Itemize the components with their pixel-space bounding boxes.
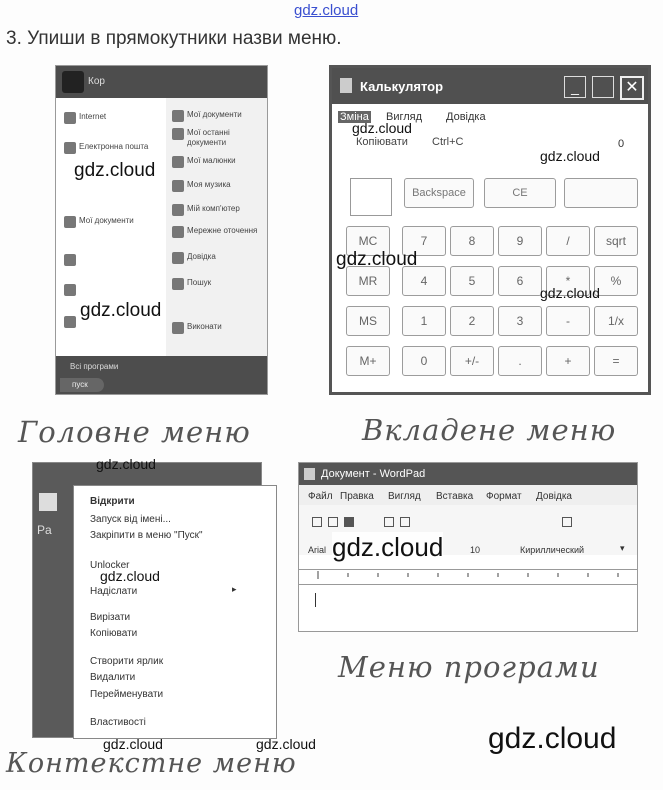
start-right-item[interactable] <box>172 252 264 264</box>
watermark: gdz.cloud <box>336 249 418 270</box>
start-item-label: Мої документи <box>79 216 134 225</box>
wp-menu-view[interactable]: Вигляд <box>388 491 421 502</box>
font-select[interactable]: Arial <box>308 545 327 555</box>
watermark: gdz.cloud <box>488 722 617 755</box>
wp-menu-file[interactable]: Файл <box>308 491 333 502</box>
watermark: gdz.cloud <box>332 532 444 562</box>
ctx-item[interactable]: Надіслати <box>90 586 138 597</box>
start-right-item[interactable] <box>172 180 264 192</box>
key-minus[interactable]: - <box>546 306 590 336</box>
help-icon <box>172 252 184 264</box>
start-item-program-2[interactable] <box>64 284 76 296</box>
wordpad-title: Документ - WordPad <box>321 468 426 480</box>
start-right-item[interactable] <box>172 110 264 122</box>
desktop-label: Pa <box>37 523 52 537</box>
ruler-ticks <box>298 568 638 582</box>
key-multiply[interactable]: * <box>546 266 590 296</box>
key-plus-minus[interactable]: +/- <box>450 346 494 376</box>
pictures-icon <box>172 156 184 168</box>
key-9[interactable]: 9 <box>498 226 542 256</box>
mail-icon <box>64 142 76 154</box>
calc-menu-help[interactable]: Довідка <box>446 111 486 123</box>
watermark: gdz.cloud <box>540 148 600 164</box>
start-right-item[interactable] <box>172 204 264 216</box>
start-item-label: Пошук <box>187 278 212 287</box>
network-icon <box>172 226 184 238</box>
key-8[interactable]: 8 <box>450 226 494 256</box>
calc-copy-shortcut: Ctrl+C <box>432 136 464 148</box>
music-icon <box>172 180 184 192</box>
close-button[interactable]: ✕ <box>620 76 644 100</box>
wp-menu-edit[interactable]: Правка <box>340 491 374 502</box>
start-item-label: Виконати <box>187 322 222 331</box>
start-right-item[interactable] <box>172 278 264 290</box>
ctx-item[interactable]: Відкрити <box>90 496 135 507</box>
ctx-item[interactable]: Закріпити в меню "Пуск" <box>90 530 203 541</box>
submenu-arrow-icon: ▸ <box>232 584 237 594</box>
calc-copy-item[interactable]: Копіювати <box>356 136 408 148</box>
key-reciprocal[interactable]: 1/x <box>594 306 638 336</box>
answer-calculator: Вкладене меню <box>362 413 617 447</box>
answer-wordpad: Меню програми <box>338 650 600 684</box>
calc-display: 0 <box>618 138 625 150</box>
watermark: gdz.cloud <box>103 736 163 752</box>
watermark: gdz.cloud <box>256 736 316 752</box>
ctx-item[interactable]: Створити ярлик <box>90 656 164 667</box>
c-button[interactable] <box>564 178 638 208</box>
start-item-email[interactable] <box>64 142 154 154</box>
text-cursor <box>315 593 316 607</box>
calc-memory-indicator <box>350 178 392 216</box>
print-icon[interactable] <box>384 517 394 527</box>
search-icon <box>172 278 184 290</box>
user-name: Кор <box>88 76 105 87</box>
ctx-item[interactable]: Перейменувати <box>90 689 164 700</box>
ctx-item[interactable]: Властивості <box>90 717 146 728</box>
mc-button[interactable]: MC <box>346 226 390 256</box>
key-1[interactable]: 1 <box>402 306 446 336</box>
start-item-label: Мій комп'ютер <box>187 204 240 213</box>
font-size-select[interactable]: 10 <box>470 545 481 555</box>
key-0[interactable]: 0 <box>402 346 446 376</box>
start-item-label: Internet <box>79 112 107 121</box>
watermark: gdz.cloud <box>100 568 160 584</box>
watermark: gdz.cloud <box>352 120 412 136</box>
calculator-title: Калькулятор <box>360 79 444 94</box>
ctx-item[interactable]: Вирізати <box>90 612 131 623</box>
answer-context-menu: Контекстне меню <box>6 748 297 779</box>
answer-start-menu: Головне меню <box>18 415 251 449</box>
wp-menu-insert[interactable]: Вставка <box>436 491 474 502</box>
user-avatar <box>62 71 84 93</box>
program-icon <box>64 284 76 296</box>
ctx-item[interactable]: Unlocker <box>90 560 130 571</box>
start-right-item[interactable] <box>172 128 264 148</box>
new-doc-icon[interactable] <box>312 517 322 527</box>
start-item-internet[interactable] <box>64 112 106 124</box>
script-select[interactable]: Кириллический <box>520 545 585 555</box>
start-menu-screenshot <box>55 65 268 395</box>
key-2[interactable]: 2 <box>450 306 494 336</box>
watermark: gdz.cloud <box>80 300 162 321</box>
mr-button[interactable]: MR <box>346 266 390 296</box>
start-right-item[interactable] <box>172 322 264 334</box>
start-item-documents[interactable] <box>64 216 154 228</box>
calc-menu-view[interactable]: Вигляд <box>386 111 423 123</box>
start-item-label: Довідка <box>187 252 216 261</box>
key-3[interactable]: 3 <box>498 306 542 336</box>
ce-button[interactable]: CE <box>484 178 556 208</box>
start-button[interactable]: пуск <box>60 378 104 392</box>
key-4[interactable]: 4 <box>402 266 446 296</box>
start-item-program-3[interactable] <box>64 316 76 328</box>
save-icon[interactable] <box>344 517 354 527</box>
start-item-label: Мої малюнки <box>187 156 236 165</box>
all-programs-label[interactable]: Всі програми <box>70 362 119 371</box>
key-decimal[interactable]: . <box>498 346 542 376</box>
start-item-label: Моя музика <box>187 180 231 189</box>
word-icon <box>64 216 76 228</box>
internet-icon <box>64 112 76 124</box>
open-folder-icon[interactable] <box>328 517 338 527</box>
start-item-label: Мої документи <box>187 110 242 119</box>
task-heading: 3. Упиши в прямокутники назви меню. <box>6 28 342 49</box>
start-item-program-1[interactable] <box>64 254 76 266</box>
key-equals[interactable]: = <box>594 346 638 376</box>
folder-icon <box>172 110 184 122</box>
wordpad-app-icon <box>304 468 315 480</box>
mplus-button[interactable]: M+ <box>346 346 390 376</box>
computer-icon <box>172 204 184 216</box>
key-sqrt[interactable]: sqrt <box>594 226 638 256</box>
wp-menu-format[interactable]: Формат <box>486 491 522 502</box>
program-icon <box>64 316 76 328</box>
ctx-item[interactable]: Копіювати <box>90 628 138 639</box>
key-7[interactable]: 7 <box>402 226 446 256</box>
ctx-item[interactable]: Видалити <box>90 672 136 683</box>
run-icon <box>172 322 184 334</box>
folder-icon <box>172 128 184 140</box>
ctx-item[interactable]: Запуск від імені... <box>90 514 171 525</box>
watermark: gdz.cloud <box>74 160 156 181</box>
key-5[interactable]: 5 <box>450 266 494 296</box>
pencil-icon <box>64 254 76 266</box>
shortcut-icon <box>39 493 57 511</box>
key-6[interactable]: 6 <box>498 266 542 296</box>
calculator-app-icon <box>340 78 352 93</box>
ms-button[interactable]: MS <box>346 306 390 336</box>
start-item-label: Електронна пошта <box>79 142 149 151</box>
key-plus[interactable]: + <box>546 346 590 376</box>
calc-menu-edit[interactable]: Зміна <box>340 111 369 123</box>
key-percent[interactable]: % <box>594 266 638 296</box>
start-right-item[interactable] <box>172 226 264 238</box>
watermark: gdz.cloud <box>540 285 600 301</box>
watermark: gdz.cloud <box>96 456 156 472</box>
start-item-label: Мережне оточення <box>187 226 258 235</box>
watermark-link[interactable]: gdz.cloud <box>294 2 359 19</box>
maximize-button[interactable] <box>592 76 614 98</box>
print-preview-icon[interactable] <box>400 517 410 527</box>
chevron-down-icon[interactable]: ▾ <box>620 543 625 553</box>
start-right-item[interactable] <box>172 156 264 168</box>
wp-menu-help[interactable]: Довідка <box>536 491 572 502</box>
key-divide[interactable]: / <box>546 226 590 256</box>
object-icon[interactable] <box>562 517 572 527</box>
backspace-button[interactable]: Backspace <box>404 178 474 208</box>
calculator-window <box>329 65 651 395</box>
start-item-label: Мої останні документи <box>187 128 230 147</box>
minimize-button[interactable]: _ <box>564 76 586 98</box>
